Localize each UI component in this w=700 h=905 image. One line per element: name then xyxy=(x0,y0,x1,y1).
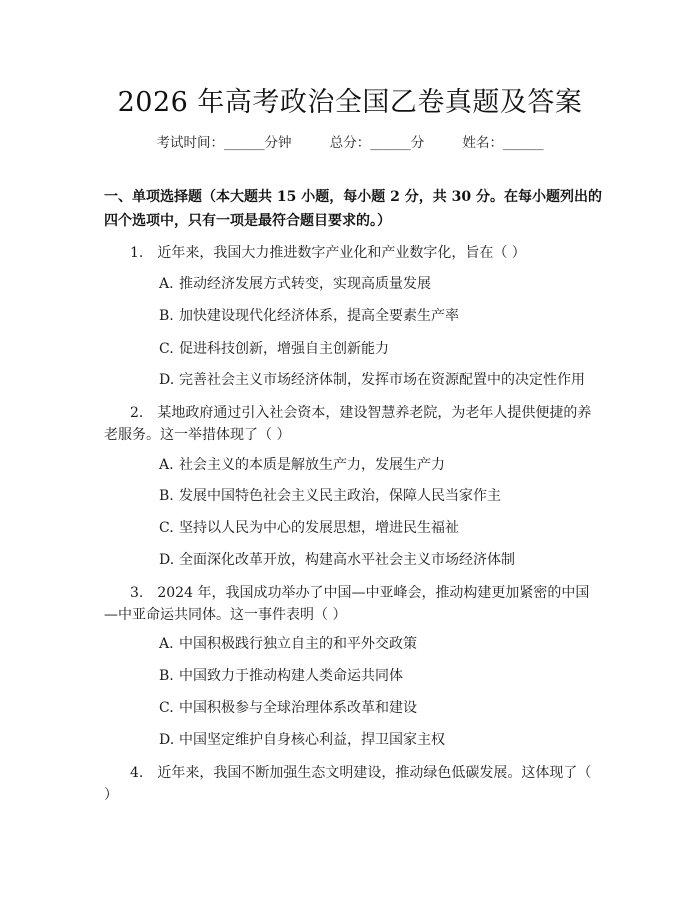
option-text: 社会主义的本质是解放生产力，发展生产力 xyxy=(179,457,445,473)
option-2d xyxy=(159,550,515,570)
option-letter: C. xyxy=(159,700,174,716)
exam-time-field: 考试时间：______分钟 xyxy=(156,135,292,151)
option-3b xyxy=(159,666,403,686)
option-2c xyxy=(159,518,459,538)
question-stem: 2024 年，我国成功举办了中国—中亚峰会，推动构建更加紧密的中国—中亚命运共同体。这一事件表明（ ） xyxy=(104,585,590,623)
question-stem: 近年来，我国大力推进数字产业化和产业数字化，旨在（ ） xyxy=(157,245,526,261)
option-text: 促进科技创新，增强自主创新能力 xyxy=(179,341,389,357)
option-1b xyxy=(159,306,459,326)
option-text: 推动经济发展方式转变，实现高质量发展 xyxy=(179,276,431,292)
option-letter: A. xyxy=(159,636,174,652)
option-3c xyxy=(159,698,417,718)
question-number: 2. xyxy=(130,405,144,421)
question-number: 1. xyxy=(130,245,144,261)
option-text: 中国积极践行独立自主的和平外交政策 xyxy=(179,636,417,652)
option-letter: D. xyxy=(159,552,175,568)
question-3 xyxy=(104,582,599,626)
option-1a xyxy=(159,274,431,294)
option-letter: B. xyxy=(159,488,174,504)
option-text: 中国坚定维护自身核心利益，捍卫国家主权 xyxy=(179,732,445,748)
option-1d xyxy=(159,370,585,390)
option-3d xyxy=(159,730,445,750)
option-letter: A. xyxy=(159,276,174,292)
option-text: 发展中国特色社会主义民主政治，保障人民当家作主 xyxy=(179,488,501,504)
option-letter: B. xyxy=(159,668,174,684)
option-2a xyxy=(159,455,445,475)
option-text: 全面深化改革开放，构建高水平社会主义市场经济体制 xyxy=(179,552,515,568)
option-letter: D. xyxy=(159,732,175,748)
option-letter: C. xyxy=(159,520,174,536)
question-4 xyxy=(104,762,599,806)
option-letter: D. xyxy=(159,372,175,388)
option-text: 加快建设现代化经济体系，提高全要素生产率 xyxy=(179,308,459,324)
question-stem: 某地政府通过引入社会资本，建设智慧养老院，为老年人提供便捷的养老服务。这一举措体现了（ ） xyxy=(104,405,592,443)
section-heading: 一、单项选择题（本大题共 15 小题，每小题 2 分，共 30 分。在每小题列出的四个选项中，只有一项是最符合题目要求的。） xyxy=(104,189,602,229)
option-letter: B. xyxy=(159,308,174,324)
option-letter: A. xyxy=(159,457,174,473)
option-3a xyxy=(159,634,417,654)
question-number: 3. xyxy=(130,585,144,601)
option-text: 中国致力于推动构建人类命运共同体 xyxy=(179,668,403,684)
option-text: 完善社会主义市场经济体制，发挥市场在资源配置中的决定性作用 xyxy=(179,372,585,388)
option-text: 中国积极参与全球治理体系改革和建设 xyxy=(179,700,417,716)
student-name-field: 姓名：______ xyxy=(462,135,544,151)
question-1 xyxy=(104,242,599,264)
page-title: 2026 年高考政治全国乙卷真题及答案 xyxy=(117,87,583,118)
option-text: 坚持以人民为中心的发展思想，增进民生福祉 xyxy=(179,520,459,536)
option-2b xyxy=(159,486,501,506)
question-stem: 近年来，我国不断加强生态文明建设，推动绿色低碳发展。这体现了（ ） xyxy=(104,765,592,803)
total-score-field: 总分：______分 xyxy=(329,135,425,151)
question-2 xyxy=(104,402,599,446)
option-1c xyxy=(159,339,389,359)
question-number: 4. xyxy=(130,765,144,781)
exam-meta xyxy=(0,131,700,151)
option-letter: C. xyxy=(159,341,174,357)
